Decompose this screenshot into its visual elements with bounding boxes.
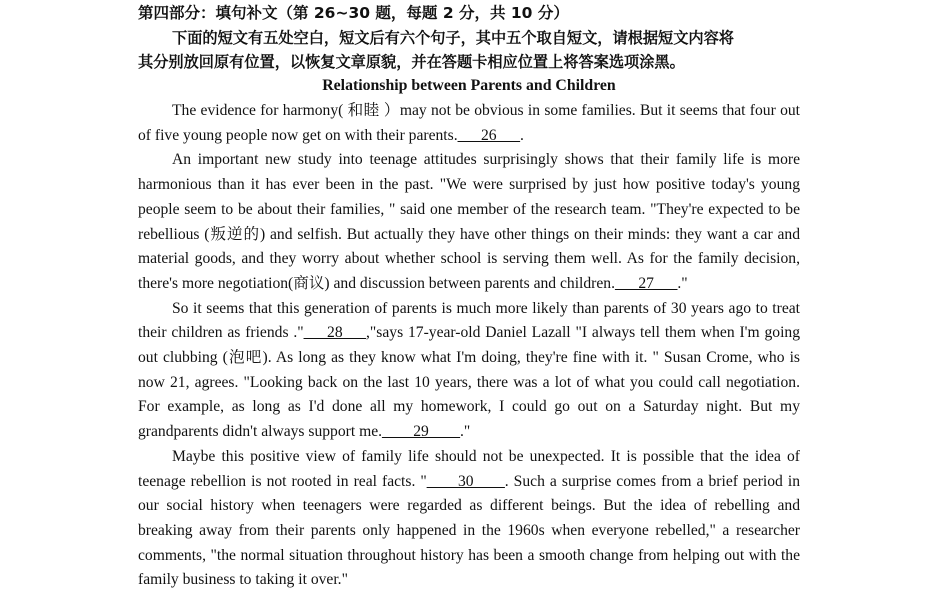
blank-26: ___26___ <box>457 126 520 144</box>
blank-30: ____30____ <box>426 472 505 490</box>
paragraph-3 <box>138 297 800 445</box>
blank-28: ___28___ <box>303 324 367 342</box>
blank-29: ____29____ <box>382 423 460 441</box>
paragraph-1-text: The evidence for harmony( 和睦 ）may not be obvious in some families. But it seems that four out of five young people now get on with their parents. <box>138 102 800 144</box>
paragraph-2-end: ." <box>677 274 688 292</box>
paragraph-2 <box>138 148 800 296</box>
section-heading: 第四部分：填句补文（第 26~30 题，每题 2 分，共 10 分） <box>138 4 569 22</box>
instruction-line-1: 下面的短文有五处空白，短文后有六个句子，其中五个取自短文，请根据短文内容将 <box>172 29 734 47</box>
paragraph-3-middle: ,"says 17-year-old Daniel Lazall "I always tell them when I'm going out clubbing (泡吧). As long as they know what I'm doing, they're fine with it. " Susan Crome, who is now 21, agrees. "Looking back on the last 10 years, there was a lot of what you could call negotiation. For example, as long as I'd done all my homework, I could go out on a Saturday night. But my grandparents didn't always support me. <box>138 324 800 441</box>
instruction-line-2: 其分别放回原有位置，以恢复文章原貌，并在答题卡相应位置上将答案选项涂黑。 <box>138 53 685 71</box>
blank-27: ___27___ <box>614 274 678 292</box>
paragraph-3-end: ." <box>460 423 471 441</box>
article-body <box>138 99 800 593</box>
paragraph-4 <box>138 445 800 593</box>
paragraph-3-text: So it seems that this generation of parents is much more likely than parents of 30 years ago to treat their children as friends ." <box>138 299 800 342</box>
section-instruction <box>138 26 800 74</box>
paragraph-4-text: Maybe this positive view of family life should not be unexpected. It is possible that the idea of teenage rebellion is not rooted in real facts. " <box>138 447 800 490</box>
article-title: Relationship between Parents and Children <box>322 77 616 94</box>
paragraph-1 <box>138 99 800 148</box>
paragraph-4-end: . Such a surprise comes from a brief period in our social history when teenagers were regarded as different beings. But the idea of rebelling and breaking away from their parents only happened in the 1960s when everyone rebelled," a researcher comments, "the normal situation throughout history has been a smooth change from helping out with the family business to taking it over." <box>138 472 800 589</box>
paragraph-1-end: . <box>519 126 524 144</box>
paragraph-2-text: An important new study into teenage attitudes surprisingly shows that their family life is more harmonious than it has ever been in the past. "We were surprised by just how positive today's young people seem to be about their families, " said one member of the research team. "They're expected to be rebellious (叛逆的) and selfish. But actually they have other things on their minds: they want a car and material goods, and they worry about whether school is serving them well. As for the family decision, there's more negotiation(商议) and discussion between parents and children. <box>138 151 800 292</box>
